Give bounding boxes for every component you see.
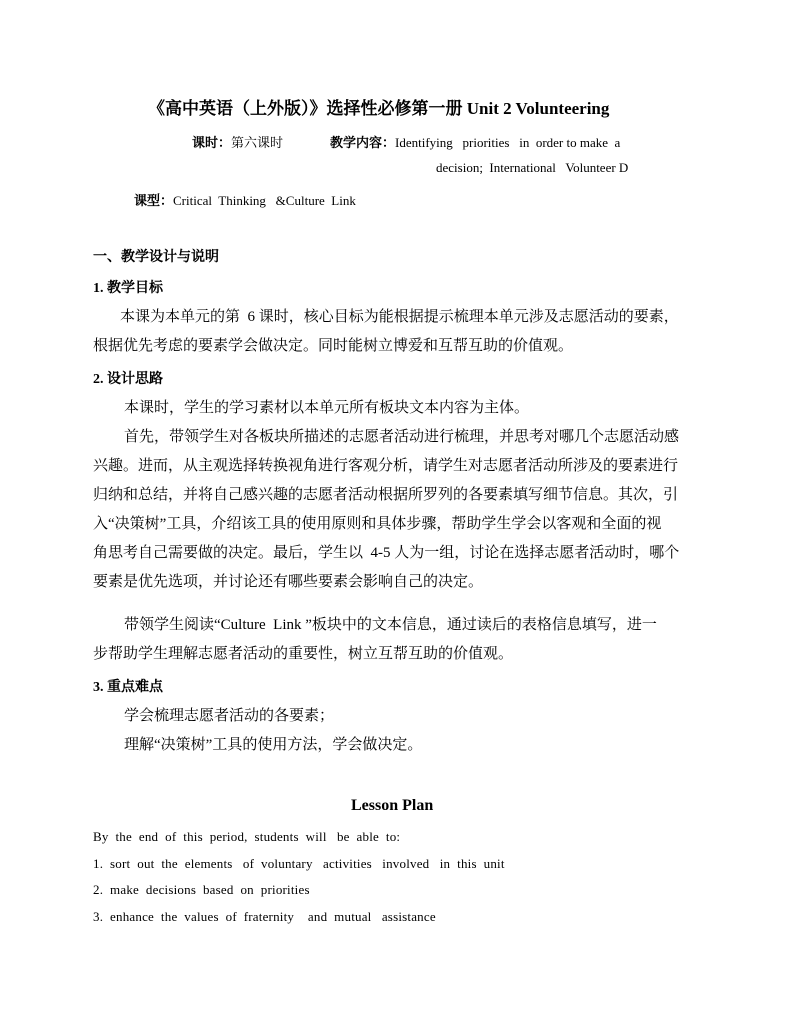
design-para2-line: 兴趣。进而，从主观选择转换视角进行客观分析，请学生对志愿者活动所涉及的要素进行 — [93, 458, 679, 474]
goal-line-1: 本课为本单元的第 6 课时，核心目标为能根据提示梳理本单元涉及志愿活动的要素， — [120, 309, 679, 325]
content-line-2: decision; International Volunteer D — [436, 160, 629, 175]
type-value: Critical Thinking &Culture Link — [173, 193, 356, 208]
goal-line-2: 根据优先考虑的要素学会做决定。同时能树立博爱和互帮互助的价值观。 — [93, 338, 574, 354]
section-heading: 一、教学设计与说明 — [93, 250, 219, 265]
period-label: 课时： — [192, 135, 232, 150]
objective-item: 1. sort out the elements of voluntary activities involved in this unit — [93, 856, 505, 871]
goal-heading: 1. 教学目标 — [93, 281, 163, 296]
design-para2-line: 入“决策树”工具，介绍该工具的使用原则和具体步骤，帮助学生学会以客观和全面的视 — [93, 516, 662, 532]
objective-item: 3. enhance the values of fraternity and mutual assistance — [93, 909, 436, 924]
key-heading: 3. 重点难点 — [93, 680, 163, 695]
content-line-1 — [330, 132, 620, 151]
objective-item: 2. make decisions based on priorities — [93, 882, 310, 897]
content-value-1: Identifying priorities in order to make a — [395, 135, 621, 150]
design-para2-line: 角思考自己需要做的决定。最后，学生以 4-5 人为一组，讨论在选择志愿者活动时，哪个 — [93, 545, 680, 561]
design-para2-line: 归纳和总结，并将自己感兴趣的志愿者活动根据所罗列的各要素填写细节信息。其次，引 — [93, 487, 679, 503]
period-line — [192, 132, 283, 151]
lesson-plan-title: Lesson Plan — [351, 797, 434, 814]
type-line — [134, 190, 356, 209]
lesson-plan-intro: By the end of this period, students will be able to: — [93, 829, 401, 844]
design-heading: 2. 设计思路 — [93, 372, 163, 387]
key-item: 学会梳理志愿者活动的各要素； — [124, 708, 335, 724]
document-title: 《高中英语（上外版）》选择性必修第一册 Unit 2 Volunteering — [148, 99, 610, 118]
type-label: 课型： — [134, 193, 174, 208]
design-para3-line: 步帮助学生理解志愿者活动的重要性，树立互帮互助的价值观。 — [93, 646, 514, 662]
design-para3-line: 带领学生阅读“Culture Link ”板块中的文本信息，通过读后的表格信息填写，进一 — [124, 617, 657, 633]
design-para2-line: 要素是优先选项，并讨论还有哪些要素会影响自己的决定。 — [93, 574, 484, 590]
key-item: 理解“决策树”工具的使用方法，学会做决定。 — [124, 737, 423, 753]
design-para-1: 本课时，学生的学习素材以本单元所有板块文本内容为主体。 — [124, 400, 530, 416]
content-label: 教学内容： — [330, 135, 396, 150]
design-para2-line: 首先，带领学生对各板块所描述的志愿者活动进行梳理，并思考对哪几个志愿活动感 — [124, 429, 680, 445]
period-value: 第六课时 — [231, 135, 284, 150]
